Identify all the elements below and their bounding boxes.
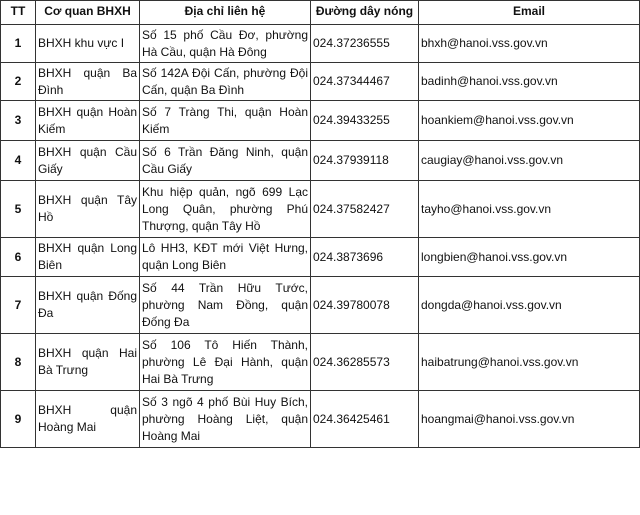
hotline-number: 024.36425461	[311, 391, 419, 448]
email-address: longbien@hanoi.vss.gov.vn	[419, 238, 640, 277]
table-row	[1, 391, 640, 448]
row-number: 7	[1, 277, 36, 334]
contact-address: Khu hiệp quản, ngõ 699 Lạc Long Quân, phường Phú Thượng, quận Tây Hồ	[140, 181, 311, 238]
agency-name: BHXH quận Hoàn Kiếm	[36, 101, 140, 141]
table-row	[1, 63, 640, 101]
contact-address: Số 44 Trần Hữu Tước, phường Nam Đồng, quận Đống Đa	[140, 277, 311, 334]
hotline-number: 024.36285573	[311, 334, 419, 391]
email-address: bhxh@hanoi.vss.gov.vn	[419, 25, 640, 63]
hotline-number: 024.37236555	[311, 25, 419, 63]
email-address: badinh@hanoi.vss.gov.vn	[419, 63, 640, 101]
header-tt: TT	[1, 1, 36, 25]
contact-address: Số 106 Tô Hiến Thành, phường Lê Đại Hành, quận Hai Bà Trưng	[140, 334, 311, 391]
contact-address: Số 142A Đội Cấn, phường Đội Cấn, quận Ba Đình	[140, 63, 311, 101]
row-number: 6	[1, 238, 36, 277]
contact-address: Số 6 Trần Đăng Ninh, quận Cầu Giấy	[140, 141, 311, 181]
header-agency: Cơ quan BHXH	[36, 1, 140, 25]
email-address: hoankiem@hanoi.vss.gov.vn	[419, 101, 640, 141]
row-number: 9	[1, 391, 36, 448]
table-row	[1, 334, 640, 391]
agency-name: BHXH quận Cầu Giấy	[36, 141, 140, 181]
hotline-number: 024.39780078	[311, 277, 419, 334]
table-row	[1, 101, 640, 141]
header-address: Địa chỉ liên hệ	[140, 1, 311, 25]
email-address: caugiay@hanoi.vss.gov.vn	[419, 141, 640, 181]
email-address: dongda@hanoi.vss.gov.vn	[419, 277, 640, 334]
agency-name: BHXH khu vực I	[36, 25, 140, 63]
agency-name: BHXH quận Đống Đa	[36, 277, 140, 334]
agency-name: BHXH quận Ba Đình	[36, 63, 140, 101]
agency-name: BHXH quận Hai Bà Trưng	[36, 334, 140, 391]
row-number: 2	[1, 63, 36, 101]
header-row	[1, 1, 640, 25]
hotline-number: 024.37344467	[311, 63, 419, 101]
contact-address: Số 3 ngõ 4 phố Bùi Huy Bích, phường Hoàng Liệt, quận Hoàng Mai	[140, 391, 311, 448]
header-hotline: Đường dây nóng	[311, 1, 419, 25]
table-row	[1, 181, 640, 238]
table-row	[1, 277, 640, 334]
row-number: 8	[1, 334, 36, 391]
table-row	[1, 25, 640, 63]
header-email: Email	[419, 1, 640, 25]
row-number: 4	[1, 141, 36, 181]
table-row	[1, 141, 640, 181]
contact-address: Lô HH3, KĐT mới Việt Hưng, quận Long Biên	[140, 238, 311, 277]
row-number: 1	[1, 25, 36, 63]
hotline-number: 024.39433255	[311, 101, 419, 141]
table-row	[1, 238, 640, 277]
hotline-number: 024.3873696	[311, 238, 419, 277]
agency-name: BHXH quận Hoàng Mai	[36, 391, 140, 448]
email-address: tayho@hanoi.vss.gov.vn	[419, 181, 640, 238]
email-address: haibatrung@hanoi.vss.gov.vn	[419, 334, 640, 391]
hotline-number: 024.37582427	[311, 181, 419, 238]
row-number: 5	[1, 181, 36, 238]
agency-name: BHXH quận Tây Hồ	[36, 181, 140, 238]
contact-address: Số 7 Tràng Thi, quận Hoàn Kiếm	[140, 101, 311, 141]
hotline-number: 024.37939118	[311, 141, 419, 181]
contact-address: Số 15 phố Cầu Đơ, phường Hà Cầu, quận Hà Đông	[140, 25, 311, 63]
row-number: 3	[1, 101, 36, 141]
email-address: hoangmai@hanoi.vss.gov.vn	[419, 391, 640, 448]
agency-name: BHXH quận Long Biên	[36, 238, 140, 277]
